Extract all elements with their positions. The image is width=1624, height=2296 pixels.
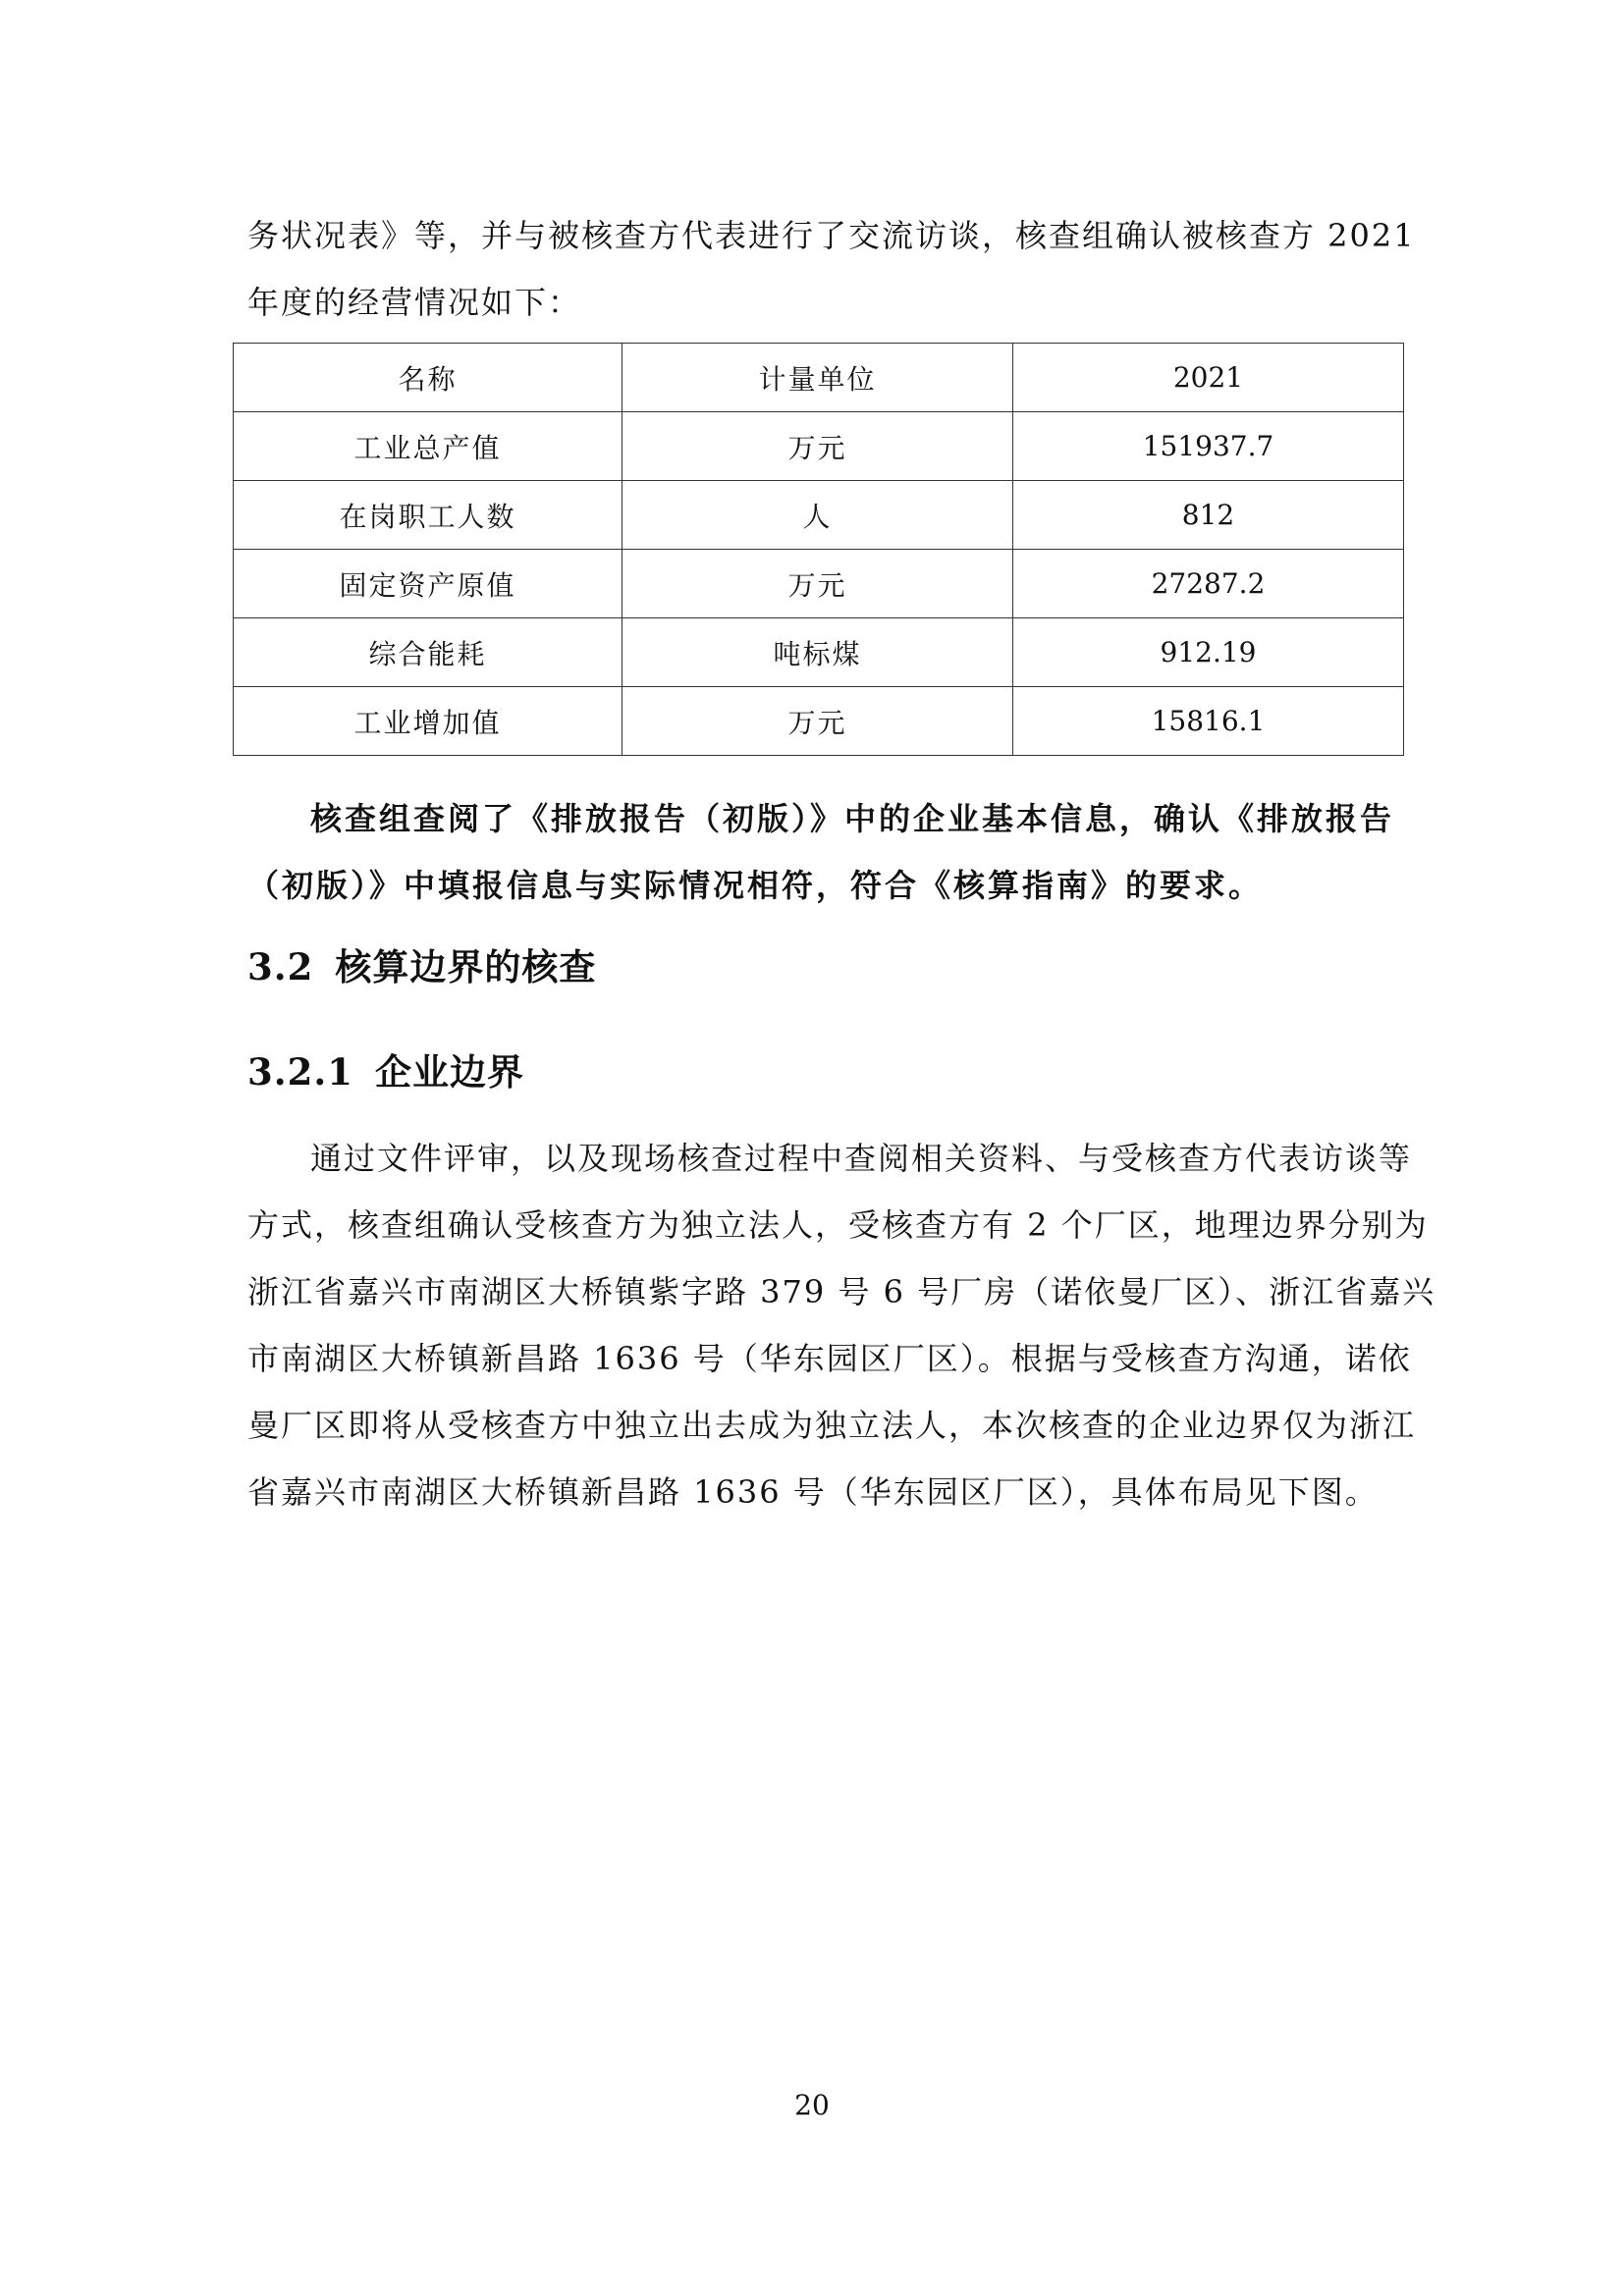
table-row	[234, 687, 1404, 756]
intro-paragraph	[247, 202, 1416, 336]
row-value: 912.19	[1013, 618, 1404, 687]
conclusion-line: （初版）》中填报信息与实际情况相符，符合《核算指南》的要求。	[247, 867, 1264, 904]
row-unit: 吨标煤	[623, 618, 1013, 687]
header-name: 名称	[234, 344, 623, 412]
table-header-row	[234, 344, 1404, 412]
section-heading	[247, 937, 596, 990]
row-value: 27287.2	[1013, 550, 1404, 618]
row-unit: 万元	[623, 687, 1013, 756]
row-name: 工业增加值	[234, 687, 623, 756]
body-line: 市南湖区大桥镇新昌路 1636 号（华东园区厂区）。根据与受核查方沟通，诺依	[247, 1340, 1412, 1377]
row-unit: 人	[623, 481, 1013, 550]
row-name: 固定资产原值	[234, 550, 623, 618]
body-line: 通过文件评审，以及现场核查过程中查阅相关资料、与受核查方代表访谈等	[310, 1140, 1413, 1177]
table-row	[234, 550, 1404, 618]
section-title: 核算边界的核查	[335, 945, 597, 988]
table-row	[234, 618, 1404, 687]
row-unit: 万元	[623, 550, 1013, 618]
section-number: 3.2	[247, 945, 314, 988]
operations-table	[233, 343, 1404, 756]
row-name: 工业总产值	[234, 412, 623, 481]
row-unit: 万元	[623, 412, 1013, 481]
header-year: 2021	[1013, 344, 1404, 412]
body-line: 浙江省嘉兴市南湖区大桥镇紫字路 379 号 6 号厂房（诺依曼厂区）、浙江省嘉兴	[247, 1273, 1436, 1310]
intro-line: 务状况表》等，并与被核查方代表进行了交流访谈，核查组确认被核查方 2021	[247, 217, 1416, 254]
subsection-heading	[247, 1042, 524, 1095]
row-value: 151937.7	[1013, 412, 1404, 481]
row-value: 812	[1013, 481, 1404, 550]
subsection-number: 3.2.1	[247, 1050, 353, 1094]
conclusion-line: 核查组查阅了《排放报告（初版）》中的企业基本信息，确认《排放报告	[310, 800, 1395, 837]
boundary-paragraph	[247, 1125, 1436, 1525]
body-line: 方式，核查组确认受核查方为独立法人，受核查方有 2 个厂区，地理边界分别为	[247, 1206, 1429, 1244]
table-row	[234, 481, 1404, 550]
subsection-title: 企业边界	[375, 1050, 524, 1094]
page-number: 20	[794, 2089, 830, 2121]
body-line: 曼厂区即将从受核查方中独立出去成为独立法人，本次核查的企业边界仅为浙江	[247, 1407, 1417, 1444]
row-value: 15816.1	[1013, 687, 1404, 756]
intro-line: 年度的经营情况如下：	[247, 284, 582, 321]
conclusion-paragraph	[247, 785, 1395, 919]
row-name: 在岗职工人数	[234, 481, 623, 550]
row-name: 综合能耗	[234, 618, 623, 687]
header-unit: 计量单位	[623, 344, 1013, 412]
body-line: 省嘉兴市南湖区大桥镇新昌路 1636 号（华东园区厂区），具体布局见下图。	[247, 1473, 1379, 1511]
table-row	[234, 412, 1404, 481]
